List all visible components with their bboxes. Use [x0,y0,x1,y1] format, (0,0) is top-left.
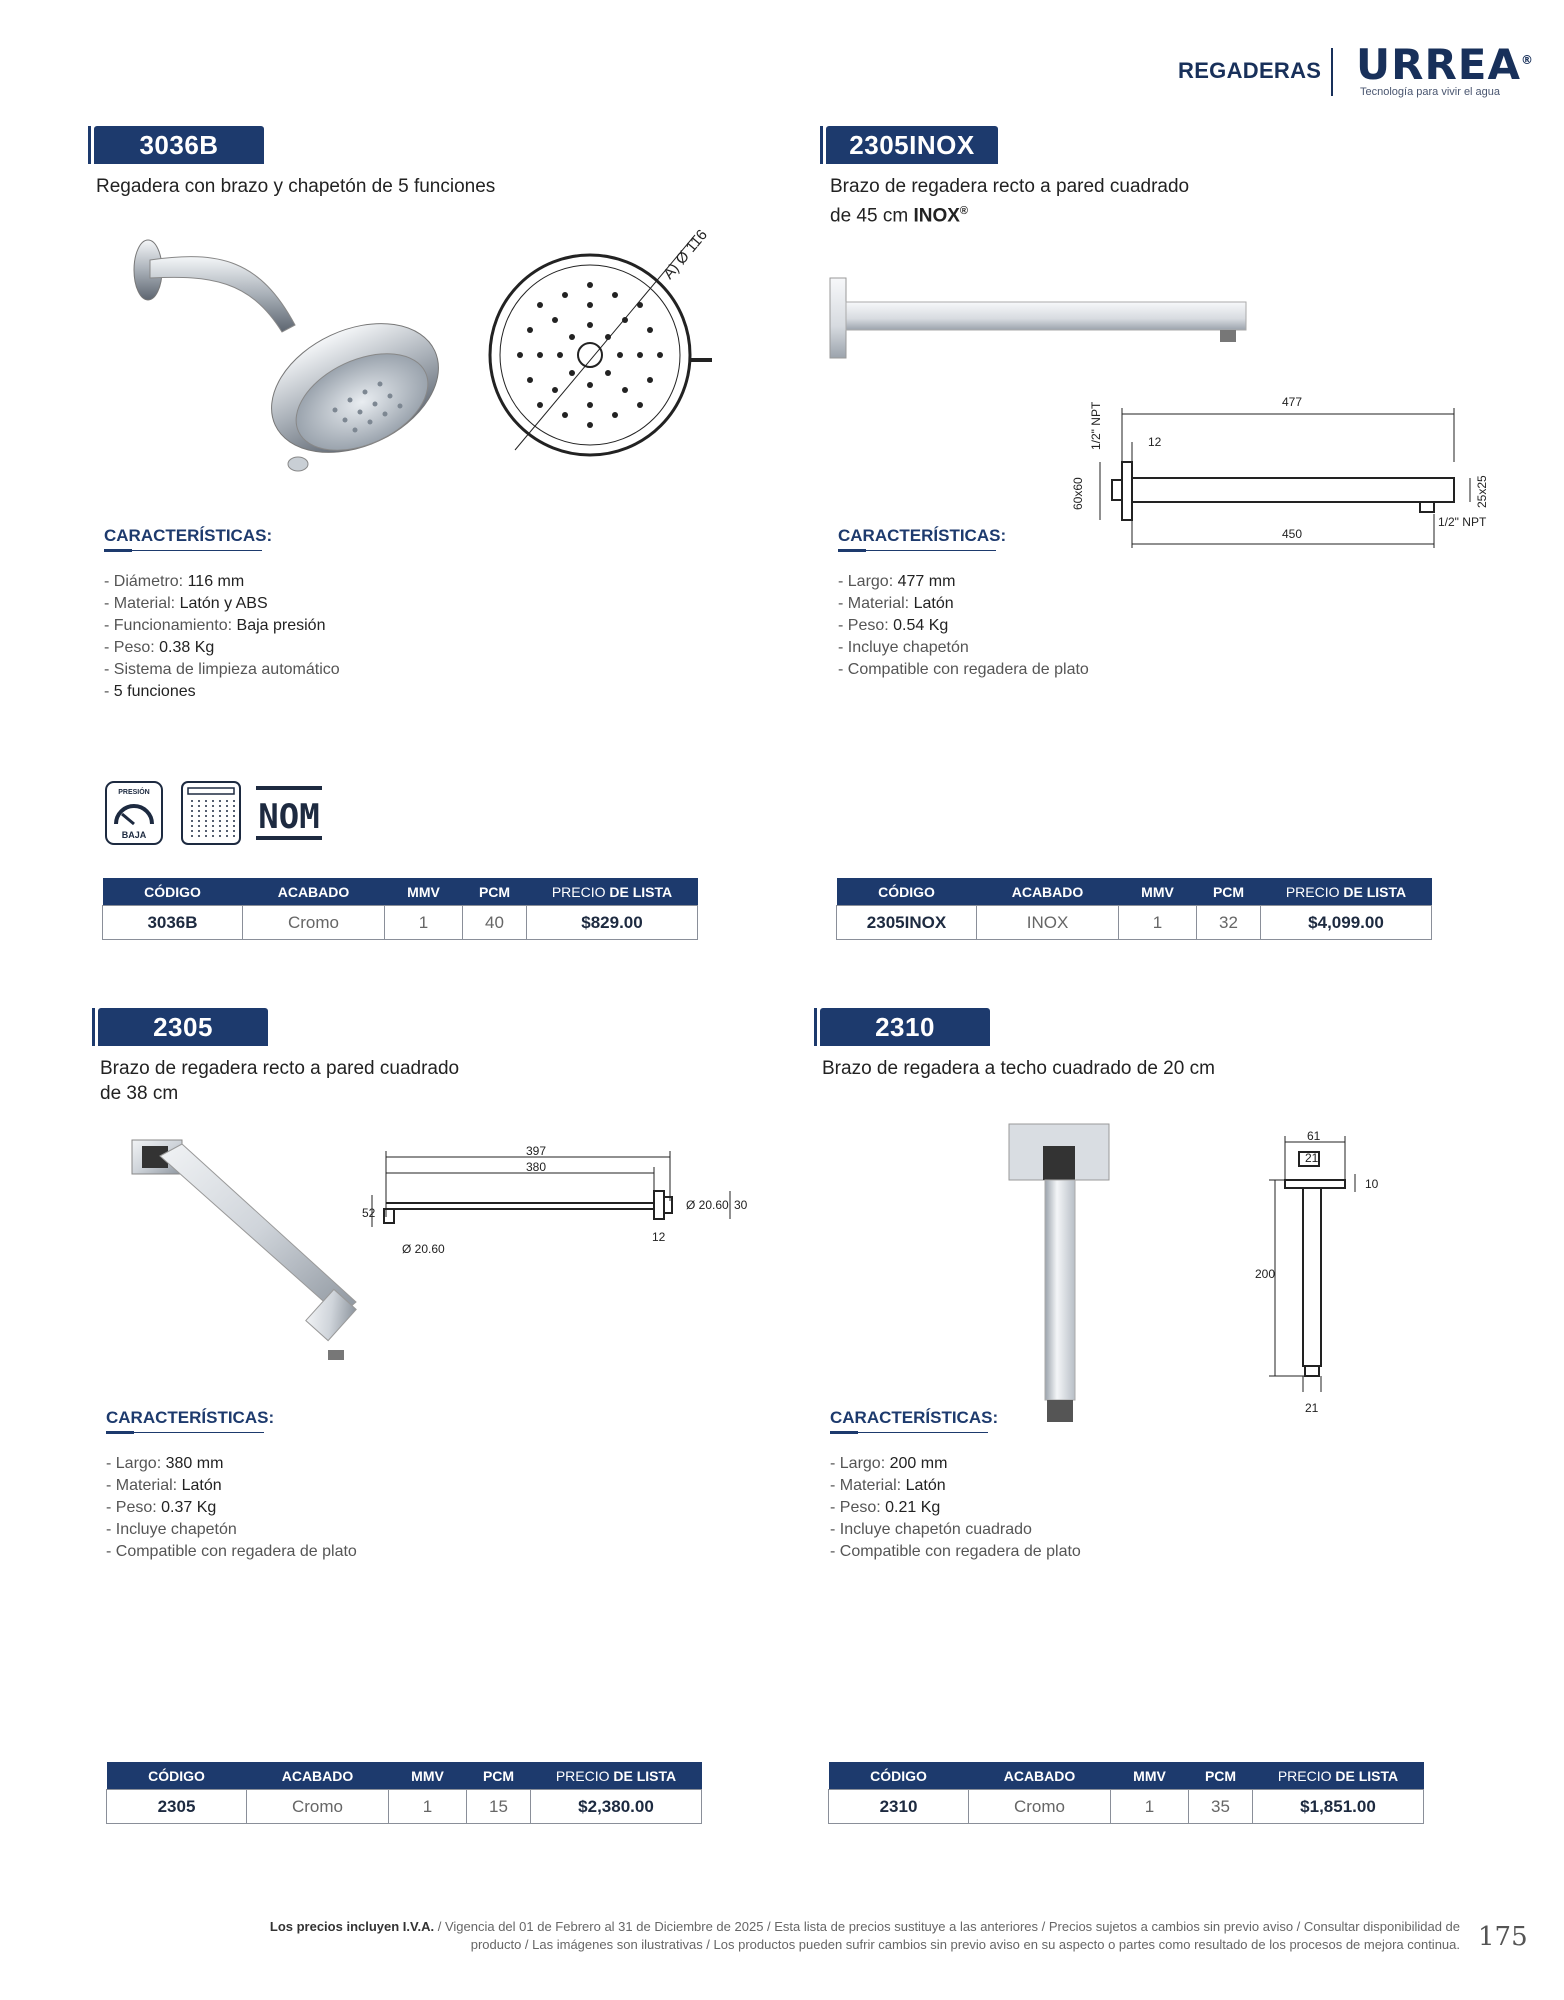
price-table [106,1762,702,1824]
shower-head-image [110,220,450,480]
svg-text:12: 12 [652,1230,666,1244]
brand-logo [1356,40,1534,89]
shower-pattern-icon [180,780,242,846]
features-title: CARACTERÍSTICAS: [830,1408,999,1427]
svg-text:12: 12 [1148,435,1162,449]
features-underline-thin [132,550,262,551]
product-description: Regadera con brazo y chapetón de 5 funciones [96,176,496,197]
features-list [838,571,1089,681]
col-pcm: PCM [463,878,527,906]
table-row [837,906,1432,940]
description-line: de 45 cm INOX® [830,205,968,227]
cell-price: $829.00 [527,906,698,940]
svg-text:450: 450 [1282,527,1303,541]
col-codigo: CÓDIGO [107,1762,247,1790]
svg-text:397: 397 [526,1145,547,1158]
col-precio: PRECIO DE LISTA [527,878,698,906]
features-title: CARACTERÍSTICAS: [104,526,273,545]
col-acabado: ACABADO [969,1762,1111,1790]
features-title: CARACTERÍSTICAS: [838,526,1007,545]
header-divider [1331,48,1333,96]
price-table [102,878,698,940]
description-line: Brazo de regadera recto a pared cuadrado [830,176,1190,197]
angled-arm-image [120,1130,370,1380]
svg-text:52: 52 [362,1206,376,1220]
feature-item: - Funcionamiento: Baja presión [104,617,326,634]
col-pcm: PCM [1197,878,1261,906]
svg-text:477: 477 [1282,395,1303,409]
features-title: CARACTERÍSTICAS: [106,1408,275,1427]
feature-item: - Compatible con regadera de plato [106,1543,357,1560]
svg-text:PRESIÓN: PRESIÓN [118,789,150,796]
product-description [830,174,1189,228]
svg-text:Ø 20.60: Ø 20.60 [686,1198,729,1212]
table-row [829,1790,1424,1824]
svg-text:1/2" NPT: 1/2" NPT [1089,401,1103,450]
svg-text:200: 200 [1255,1267,1276,1281]
low-pressure-icon [104,780,164,846]
shower-face-drawing [480,225,720,465]
nom-certification-icon [256,786,322,840]
cell-price: $1,851.00 [1253,1790,1424,1824]
features-underline-thin [858,1432,988,1433]
features-underline [838,549,866,552]
feature-item: - Incluye chapetón [106,1521,237,1538]
cell-pcm: 32 [1197,906,1261,940]
col-codigo: CÓDIGO [829,1762,969,1790]
diameter-label: A) Ø 116 [660,226,711,283]
ceiling-arm-drawing [1255,1130,1395,1420]
col-precio: PRECIO DE LISTA [1253,1762,1424,1790]
cell-finish: Cromo [243,906,385,940]
feature-item: - Largo: 380 mm [106,1455,224,1472]
feature-item: - Incluye chapetón cuadrado [830,1521,1032,1538]
feature-item: - Sistema de limpieza automático [104,661,340,678]
ceiling-arm-image [1005,1120,1125,1430]
feature-item: - Material: Latón [830,1477,946,1494]
svg-text:60x60: 60x60 [1071,477,1085,510]
table-row [103,906,698,940]
col-mmv: MMV [1111,1762,1189,1790]
col-acabado: ACABADO [247,1762,389,1790]
features-underline [106,1431,134,1434]
col-precio: PRECIO DE LISTA [531,1762,702,1790]
product-code-badge: 3036B [94,126,264,164]
svg-text:10: 10 [1365,1177,1379,1191]
svg-text:21: 21 [1305,1401,1319,1415]
svg-text:1/2" NPT: 1/2" NPT [1438,515,1487,529]
cell-mmv: 1 [1111,1790,1189,1824]
feature-item: - Material: Latón [838,595,954,612]
svg-text:BAJA: BAJA [121,830,147,840]
page-number: 175 [1478,1922,1528,1952]
svg-text:380: 380 [526,1160,547,1174]
price-table [836,878,1432,940]
col-precio: PRECIO DE LISTA [1261,878,1432,906]
cell-mmv: 1 [1119,906,1197,940]
col-pcm: PCM [467,1762,531,1790]
price-table [828,1762,1424,1824]
product-description: Brazo de regadera a techo cuadrado de 20 cm [822,1058,1215,1079]
cell-finish: INOX [977,906,1119,940]
cell-code: 3036B [103,906,243,940]
footer-bold: Los precios incluyen I.V.A. [269,1919,435,1934]
col-mmv: MMV [1119,878,1197,906]
feature-item: - 5 funciones [104,683,196,700]
product-description [100,1056,459,1106]
cell-code: 2310 [829,1790,969,1824]
svg-text:30: 30 [734,1198,748,1212]
cell-code: 2305 [107,1790,247,1824]
brand-name: URREA [1356,40,1521,89]
product-code-badge: 2305INOX [826,126,998,164]
col-acabado: ACABADO [977,878,1119,906]
cell-pcm: 35 [1189,1790,1253,1824]
cell-price: $2,380.00 [531,1790,702,1824]
features-list [830,1453,1081,1563]
wall-arm-drawing [360,1145,750,1265]
svg-text:21: 21 [1305,1151,1319,1165]
feature-item: - Peso: 0.38 Kg [104,639,215,656]
section-title: REGADERAS [1178,58,1322,83]
cell-mmv: 1 [389,1790,467,1824]
feature-item: - Material: Latón y ABS [104,595,268,612]
footer-disclaimer: Los precios incluyen I.V.A. / Vigencia del 01 de Febrero al 31 de Diciembre de 2025 / Esta lista de precios sustituye a las anteriores / Precios sujetos a cambios sin previo aviso / Consultar disponibilidad de producto / Las imágenes son ilustrativas / Los productos pueden sufrir cambios sin previo aviso en su aspecto o partes como resultado de los procesos de mejora continua. [269,1919,1460,1952]
description-line: de 38 cm [100,1083,179,1104]
features-underline [830,1431,858,1434]
features-list [104,571,340,703]
features-list [106,1453,357,1563]
col-codigo: CÓDIGO [103,878,243,906]
feature-item: - Largo: 477 mm [838,573,956,590]
col-pcm: PCM [1189,1762,1253,1790]
cell-pcm: 40 [463,906,527,940]
feature-item: - Largo: 200 mm [830,1455,948,1472]
feature-item: - Compatible con regadera de plato [838,661,1089,678]
wall-arm-drawing [1060,390,1500,550]
cell-price: $4,099.00 [1261,906,1432,940]
features-underline-thin [134,1432,264,1433]
cell-mmv: 1 [385,906,463,940]
feature-item: - Compatible con regadera de plato [830,1543,1081,1560]
col-mmv: MMV [389,1762,467,1790]
svg-text:Ø 20.60: Ø 20.60 [402,1242,445,1256]
cell-finish: Cromo [969,1790,1111,1824]
features-underline-thin [866,550,996,551]
brand-mark: ® [1520,53,1534,67]
features-underline [104,549,132,552]
svg-text:NOM: NOM [258,797,320,837]
feature-item: - Material: Latón [106,1477,222,1494]
product-code-badge: 2310 [820,1008,990,1046]
feature-item: - Peso: 0.21 Kg [830,1499,941,1516]
col-mmv: MMV [385,878,463,906]
wall-arm-image [826,270,1256,370]
col-acabado: ACABADO [243,878,385,906]
svg-text:61: 61 [1307,1130,1321,1143]
description-line: Brazo de regadera recto a pared cuadrado [100,1058,460,1079]
cell-finish: Cromo [247,1790,389,1824]
svg-text:25x25: 25x25 [1475,475,1489,508]
cell-code: 2305INOX [837,906,977,940]
feature-item: - Incluye chapetón [838,639,969,656]
brand-tagline: Tecnología para vivir el agua [1360,86,1501,98]
col-codigo: CÓDIGO [837,878,977,906]
feature-item: - Peso: 0.37 Kg [106,1499,217,1516]
cell-pcm: 15 [467,1790,531,1824]
feature-item: - Peso: 0.54 Kg [838,617,949,634]
table-row [107,1790,702,1824]
product-code-badge: 2305 [98,1008,268,1046]
feature-item: - Diámetro: 116 mm [104,573,245,590]
